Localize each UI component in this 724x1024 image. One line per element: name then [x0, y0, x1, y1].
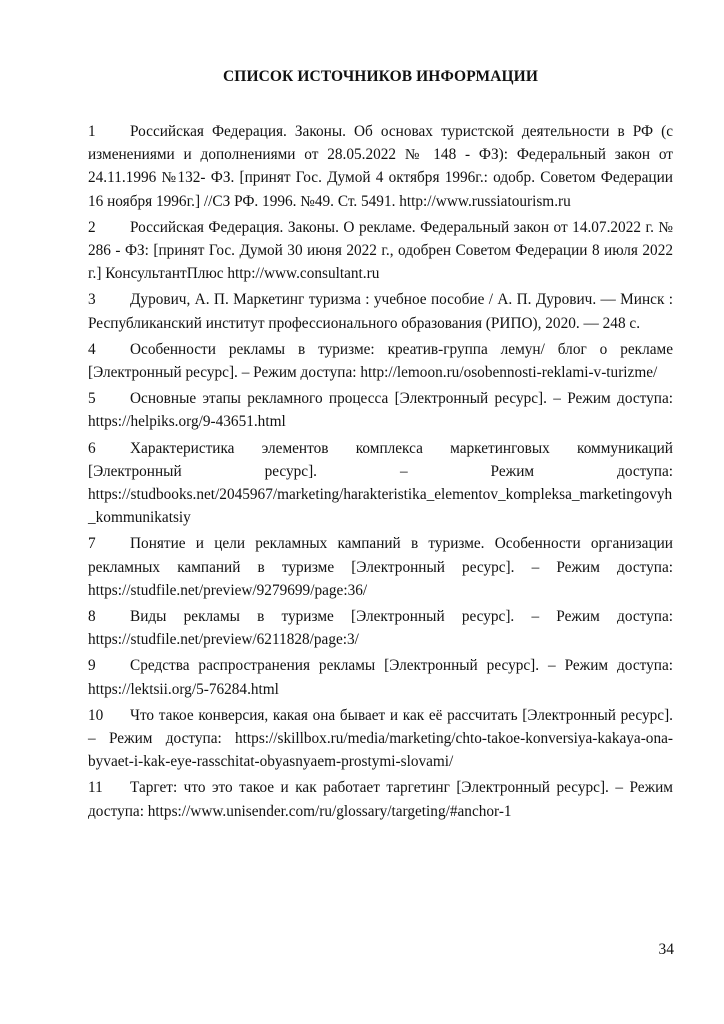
reference-text: Дурович, А. П. Маркетинг туризма : учебное пособие / А. П. Дурович. — Минск : Республиканский институт профессионального образования (РИПО), 2020. — 248 с.	[88, 291, 673, 332]
reference-number: 6	[88, 439, 96, 457]
reference-number: 3	[88, 291, 96, 309]
reference-text: Характеристика элементов комплекса маркетинговых коммуникаций [Электронный ресурс]. – Режим доступа: https://studbooks.net/2045967/marketing/harakteristika_elementov_kompleksa_marketingovyh_kommunikatsiy	[88, 439, 673, 527]
reference-text: Виды рекламы в туризме [Электронный ресурс]. – Режим доступа: https://studfile.net/preview/6211828/page:3/	[88, 608, 673, 649]
reference-item	[88, 605, 673, 651]
reference-text: Понятие и цели рекламных кампаний в туризме. Особенности организации рекламных кампаний в туризме [Электронный ресурс]. – Режим доступа: https://studfile.net/preview/9279699/page:36/	[88, 535, 673, 599]
reference-list	[88, 120, 673, 823]
reference-item	[88, 437, 673, 530]
reference-text: Что такое конверсия, какая она бывает и как её рассчитать [Электронный ресурс]. – Режим доступа: https://skillbox.ru/media/marketing/chto-takoe-konversiya-kakaya-ona-byvaet-i-kak-eye-rasschitat-obyasnyaem-prostymi-slovami/	[88, 706, 673, 771]
page-number: 34	[658, 941, 674, 958]
reference-text: Российская Федерация. Законы. Об основах туристской деятельности в РФ (с изменениями и дополнениями от 28.05.2022 № 148 - ФЗ): Федеральный закон от 24.11.1996 №132- ФЗ. [принят Гос. Думой 4 октября 1996г.: одобр. Советом Федерации 16 ноября 1996г.] //СЗ РФ. 1996. №49. Ст. 5491. http://www.russiatourism.ru	[88, 123, 673, 210]
page-title: СПИСОК ИСТОЧНИКОВ ИНФОРМАЦИИ	[223, 68, 538, 85]
reference-item	[88, 776, 673, 822]
reference-text: Основные этапы рекламного процесса [Электронный ресурс]. – Режим доступа: https://helpiks.org/9-43651.html	[88, 390, 673, 431]
reference-item	[88, 288, 673, 334]
reference-number: 4	[88, 340, 96, 358]
reference-item	[88, 216, 673, 286]
reference-item	[88, 338, 673, 384]
reference-text: Средства распространения рекламы [Электронный ресурс]. – Режим доступа: https://lektsii.org/5-76284.html	[88, 657, 673, 698]
reference-item	[88, 654, 673, 700]
reference-number: 9	[88, 657, 96, 675]
reference-text: Особенности рекламы в туризме: креатив-группа лемун/ блог о рекламе [Электронный ресурс]. – Режим доступа: http://lemoon.ru/osobennosti-reklami-v-turizme/	[88, 340, 673, 382]
reference-item	[88, 120, 673, 213]
reference-item	[88, 532, 673, 602]
reference-item	[88, 704, 673, 774]
reference-number: 7	[88, 535, 96, 553]
reference-text: Российская Федерация. Законы. О рекламе. Федеральный закон от 14.07.2022 г. № 286 - ФЗ: [принят Гос. Думой 30 июня 2022 г., одобрен Советом Федерации 8 июля 2022 г.] КонсультантПлюс http://www.consultant.ru	[88, 218, 673, 283]
reference-item	[88, 387, 673, 433]
reference-number: 1	[88, 123, 96, 140]
reference-number: 2	[88, 218, 96, 236]
reference-text: Таргет: что это такое и как работает таргетинг [Электронный ресурс]. – Режим доступа: https://www.unisender.com/ru/glossary/targeting/#anchor-1	[88, 779, 673, 820]
document-page	[88, 68, 673, 826]
reference-number: 8	[88, 608, 96, 626]
reference-number: 5	[88, 390, 96, 408]
reference-number: 10	[88, 706, 104, 724]
reference-number: 11	[88, 779, 103, 797]
